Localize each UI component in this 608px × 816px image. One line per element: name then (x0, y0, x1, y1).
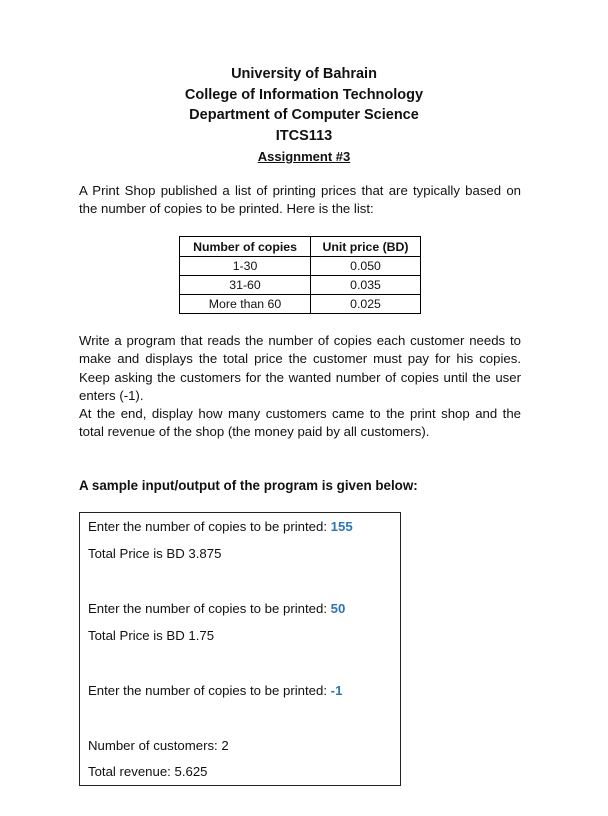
unit-price-cell: 0.025 (311, 295, 421, 314)
unit-price-cell: 0.050 (311, 257, 421, 276)
college-title: College of Information Technology (184, 86, 424, 103)
prompt-line-3 (88, 683, 342, 698)
department-title: Department of Computer Science (189, 107, 419, 123)
unit-price-cell: 0.035 (311, 276, 421, 295)
prompt-text: Enter the number of copies to be printed: (88, 519, 327, 534)
university-title: University of Bahrain (231, 66, 377, 82)
output-line-2: Total Price is BD 1.75 (88, 628, 215, 643)
copies-cell: 31-60 (180, 276, 311, 295)
price-table-header-row (180, 237, 421, 257)
copies-cell: 1-30 (180, 257, 311, 276)
intro-paragraph: A Print Shop published a list of printing prices that are typically based on the number of copies to be printed. Here is the list: (79, 183, 521, 217)
prompt-text: Enter the number of copies to be printed: (88, 683, 327, 698)
copies-cell: More than 60 (180, 295, 311, 314)
prompt-line-1 (88, 519, 353, 534)
unit-price-column-header: Unit price (BD) (311, 237, 421, 257)
user-input-1: 155 (330, 519, 353, 534)
sample-heading: A sample input/output of the program is given below: (79, 478, 418, 493)
table-row (180, 276, 421, 295)
course-code: ITCS113 (275, 127, 333, 144)
sample-io-box (79, 512, 401, 786)
task-paragraph-2: At the end, display how many customers came to the print shop and the total revenue of the shop (the money paid by all customers). (79, 406, 521, 440)
output-line-1: Total Price is BD 3.875 (88, 546, 222, 561)
task-description (79, 332, 521, 442)
user-input-2: 50 (330, 601, 346, 616)
user-input-3: -1 (330, 683, 343, 698)
copies-column-header: Number of copies (180, 237, 311, 257)
table-row (180, 295, 421, 314)
task-paragraph-1: Write a program that reads the number of copies each customer needs to make and displays the total price the customer must pay for his copies. Keep asking the customers for the wanted number of copies until the user enters (-1). (79, 333, 521, 403)
table-row (180, 257, 421, 276)
customers-count-line: Number of customers: 2 (88, 738, 229, 753)
prompt-text: Enter the number of copies to be printed: (88, 601, 327, 616)
document-header (0, 64, 608, 168)
price-table (179, 236, 421, 314)
prompt-line-2 (88, 601, 345, 616)
assignment-title: Assignment #3 (257, 149, 351, 164)
total-revenue-line: Total revenue: 5.625 (88, 764, 208, 779)
